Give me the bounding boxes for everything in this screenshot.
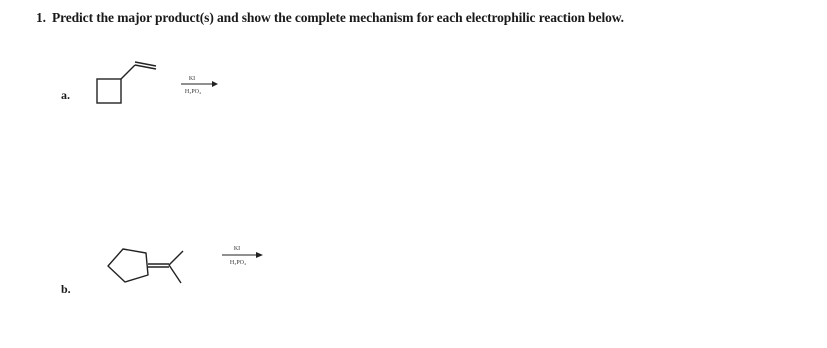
part-b-arrow-head [256, 252, 263, 258]
part-a-reagent-bottom: H₃PO₄ [184, 89, 202, 95]
question-text: Predict the major product(s) and show the complete mechanism for each electrophilic reaction below. [51, 10, 624, 25]
vinyl-single-bond [121, 65, 135, 79]
part-a-reagent-top: KI [188, 76, 196, 82]
part-a-reaction-arrow [181, 76, 218, 95]
methyl-bond-lower [169, 265, 181, 283]
part-a-arrow-head [212, 81, 218, 87]
question-number: 1. [36, 10, 46, 25]
part-a-label: a. [61, 88, 70, 102]
methyl-bond-upper [169, 251, 183, 265]
part-b-label: b. [61, 282, 71, 296]
cyclobutane-ring [97, 79, 121, 103]
cyclopentane-ring [108, 249, 148, 282]
part-b-structure [108, 249, 183, 283]
part-a-structure [97, 62, 156, 103]
part-b-reaction-arrow [222, 246, 263, 266]
part-b-reagent-top: KI [233, 246, 241, 252]
part-b-reagent-bottom: H₃PO₄ [229, 260, 247, 266]
